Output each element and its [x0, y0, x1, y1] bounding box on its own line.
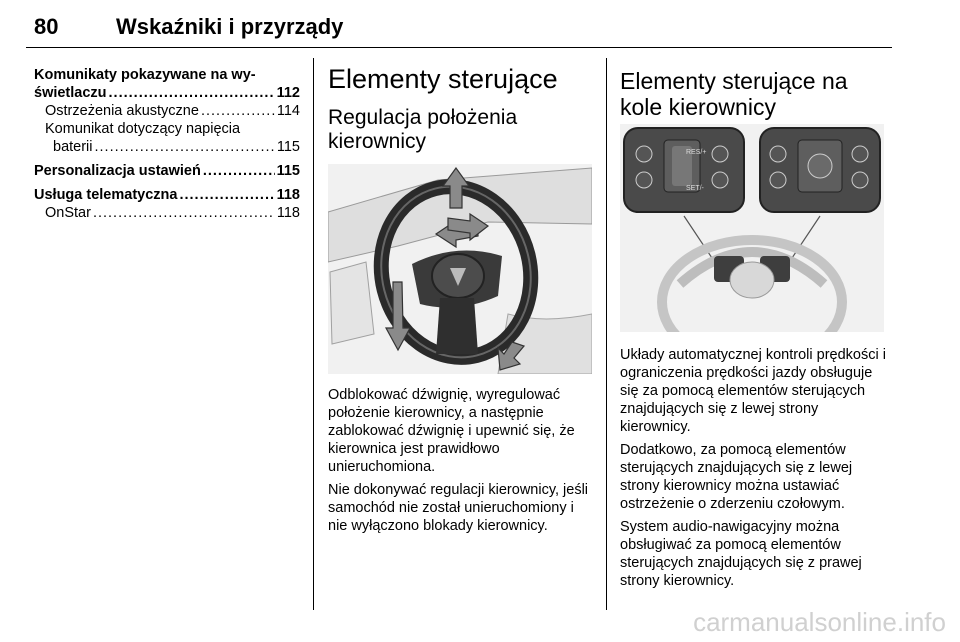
toc-page: 115 — [276, 163, 300, 179]
header-divider — [26, 47, 892, 48]
steering-adjustment-section — [328, 64, 594, 154]
page-header — [26, 14, 896, 48]
section-title: Elementy sterujące na kole kierownicy — [620, 68, 848, 120]
volume-up-icon — [852, 146, 868, 162]
toc-page: 112 — [276, 85, 300, 101]
toc-dots — [93, 204, 275, 222]
toc-entry-label: Usługa telematyczna — [34, 187, 178, 203]
toc-page: 118 — [276, 187, 300, 203]
toc-dots — [203, 162, 275, 180]
steering-adjustment-text — [328, 386, 594, 540]
thumbwheel-icon — [808, 154, 832, 178]
steering-controls-text — [620, 346, 890, 595]
paragraph: System audio-nawigacyjny można obsługiwać za pomocą elementów sterujących znajdujących się z prawej strony kierownicy. — [620, 519, 862, 589]
toc-entry-label: Ostrzeżenia akustyczne — [45, 103, 199, 119]
toc-dots — [95, 138, 275, 156]
next-icon — [852, 172, 868, 188]
steering-controls-illustration — [620, 124, 884, 332]
column-divider-2 — [606, 58, 607, 610]
toc-dots — [179, 186, 274, 204]
watermark: carmanualsonline.info — [693, 607, 946, 637]
section-title: Elementy sterujące — [328, 64, 558, 94]
steering-controls-drawing — [620, 124, 884, 332]
toc-entry[interactable] — [34, 186, 300, 204]
toc-entry[interactable] — [34, 204, 300, 222]
toc-entry[interactable] — [34, 120, 300, 156]
toc-dots — [201, 102, 275, 120]
section-subtitle: Regulacja położenia kierownicy — [328, 106, 518, 153]
phone-icon — [770, 146, 786, 162]
limiter-icon — [636, 172, 652, 188]
toc — [34, 66, 300, 222]
page-number: 80 — [34, 14, 59, 39]
steering-wheel-drawing — [328, 164, 592, 374]
toc-entry-text: Komunikaty pokazywane na wy- — [34, 67, 256, 83]
steering-controls-section — [620, 68, 890, 120]
toc-page: 118 — [276, 205, 300, 221]
mute-icon — [770, 172, 786, 188]
set-label: SET/- — [686, 185, 704, 192]
paragraph: Odblokować dźwignię, wyregulować położenie kierownicy, a następnie zablokować dźwignię i upewnić się, że kierownica jest prawidłowo unieruchomiona. — [328, 387, 575, 475]
gauge-icon — [712, 146, 728, 162]
steering-adjustment-illustration — [328, 164, 592, 374]
paragraph: Nie dokonywać regulacji kierownicy, jeśli samochód nie został unieruchomiony i nie wyłączono blokady kierownicy. — [328, 482, 589, 534]
toc-page: 114 — [276, 103, 300, 119]
page-title: Wskaźniki i przyrządy — [116, 14, 344, 39]
collision-alert-icon — [712, 172, 728, 188]
paragraph: Dodatkowo, za pomocą elementów sterujących znajdujących się z lewej strony kierownicy można ustawiać ostrzeżenie o zderzeniu czołowym. — [620, 442, 853, 512]
toc-dots — [109, 84, 275, 102]
toc-entry-label: baterii — [53, 139, 93, 155]
column-divider-1 — [313, 58, 314, 610]
cruise-icon — [636, 146, 652, 162]
res-label: RES/+ — [686, 149, 707, 156]
toc-entry-label: Personalizacja ustawień — [34, 163, 201, 179]
toc-page: 115 — [276, 139, 300, 155]
toc-entry[interactable] — [34, 66, 300, 102]
toc-entry-label: świetlaczu — [34, 85, 107, 101]
toc-entry[interactable] — [34, 102, 300, 120]
toc-entry-label: OnStar — [45, 205, 91, 221]
toc-entry[interactable] — [34, 162, 300, 180]
paragraph: Układy automatycznej kontroli prędkości i ograniczenia prędkości jazdy obsługuje się za pomocą elementów sterujących znajdujących się z lewej strony kierownicy. — [620, 347, 886, 435]
toc-entry-text: Komunikat dotyczący napięcia — [45, 121, 241, 137]
